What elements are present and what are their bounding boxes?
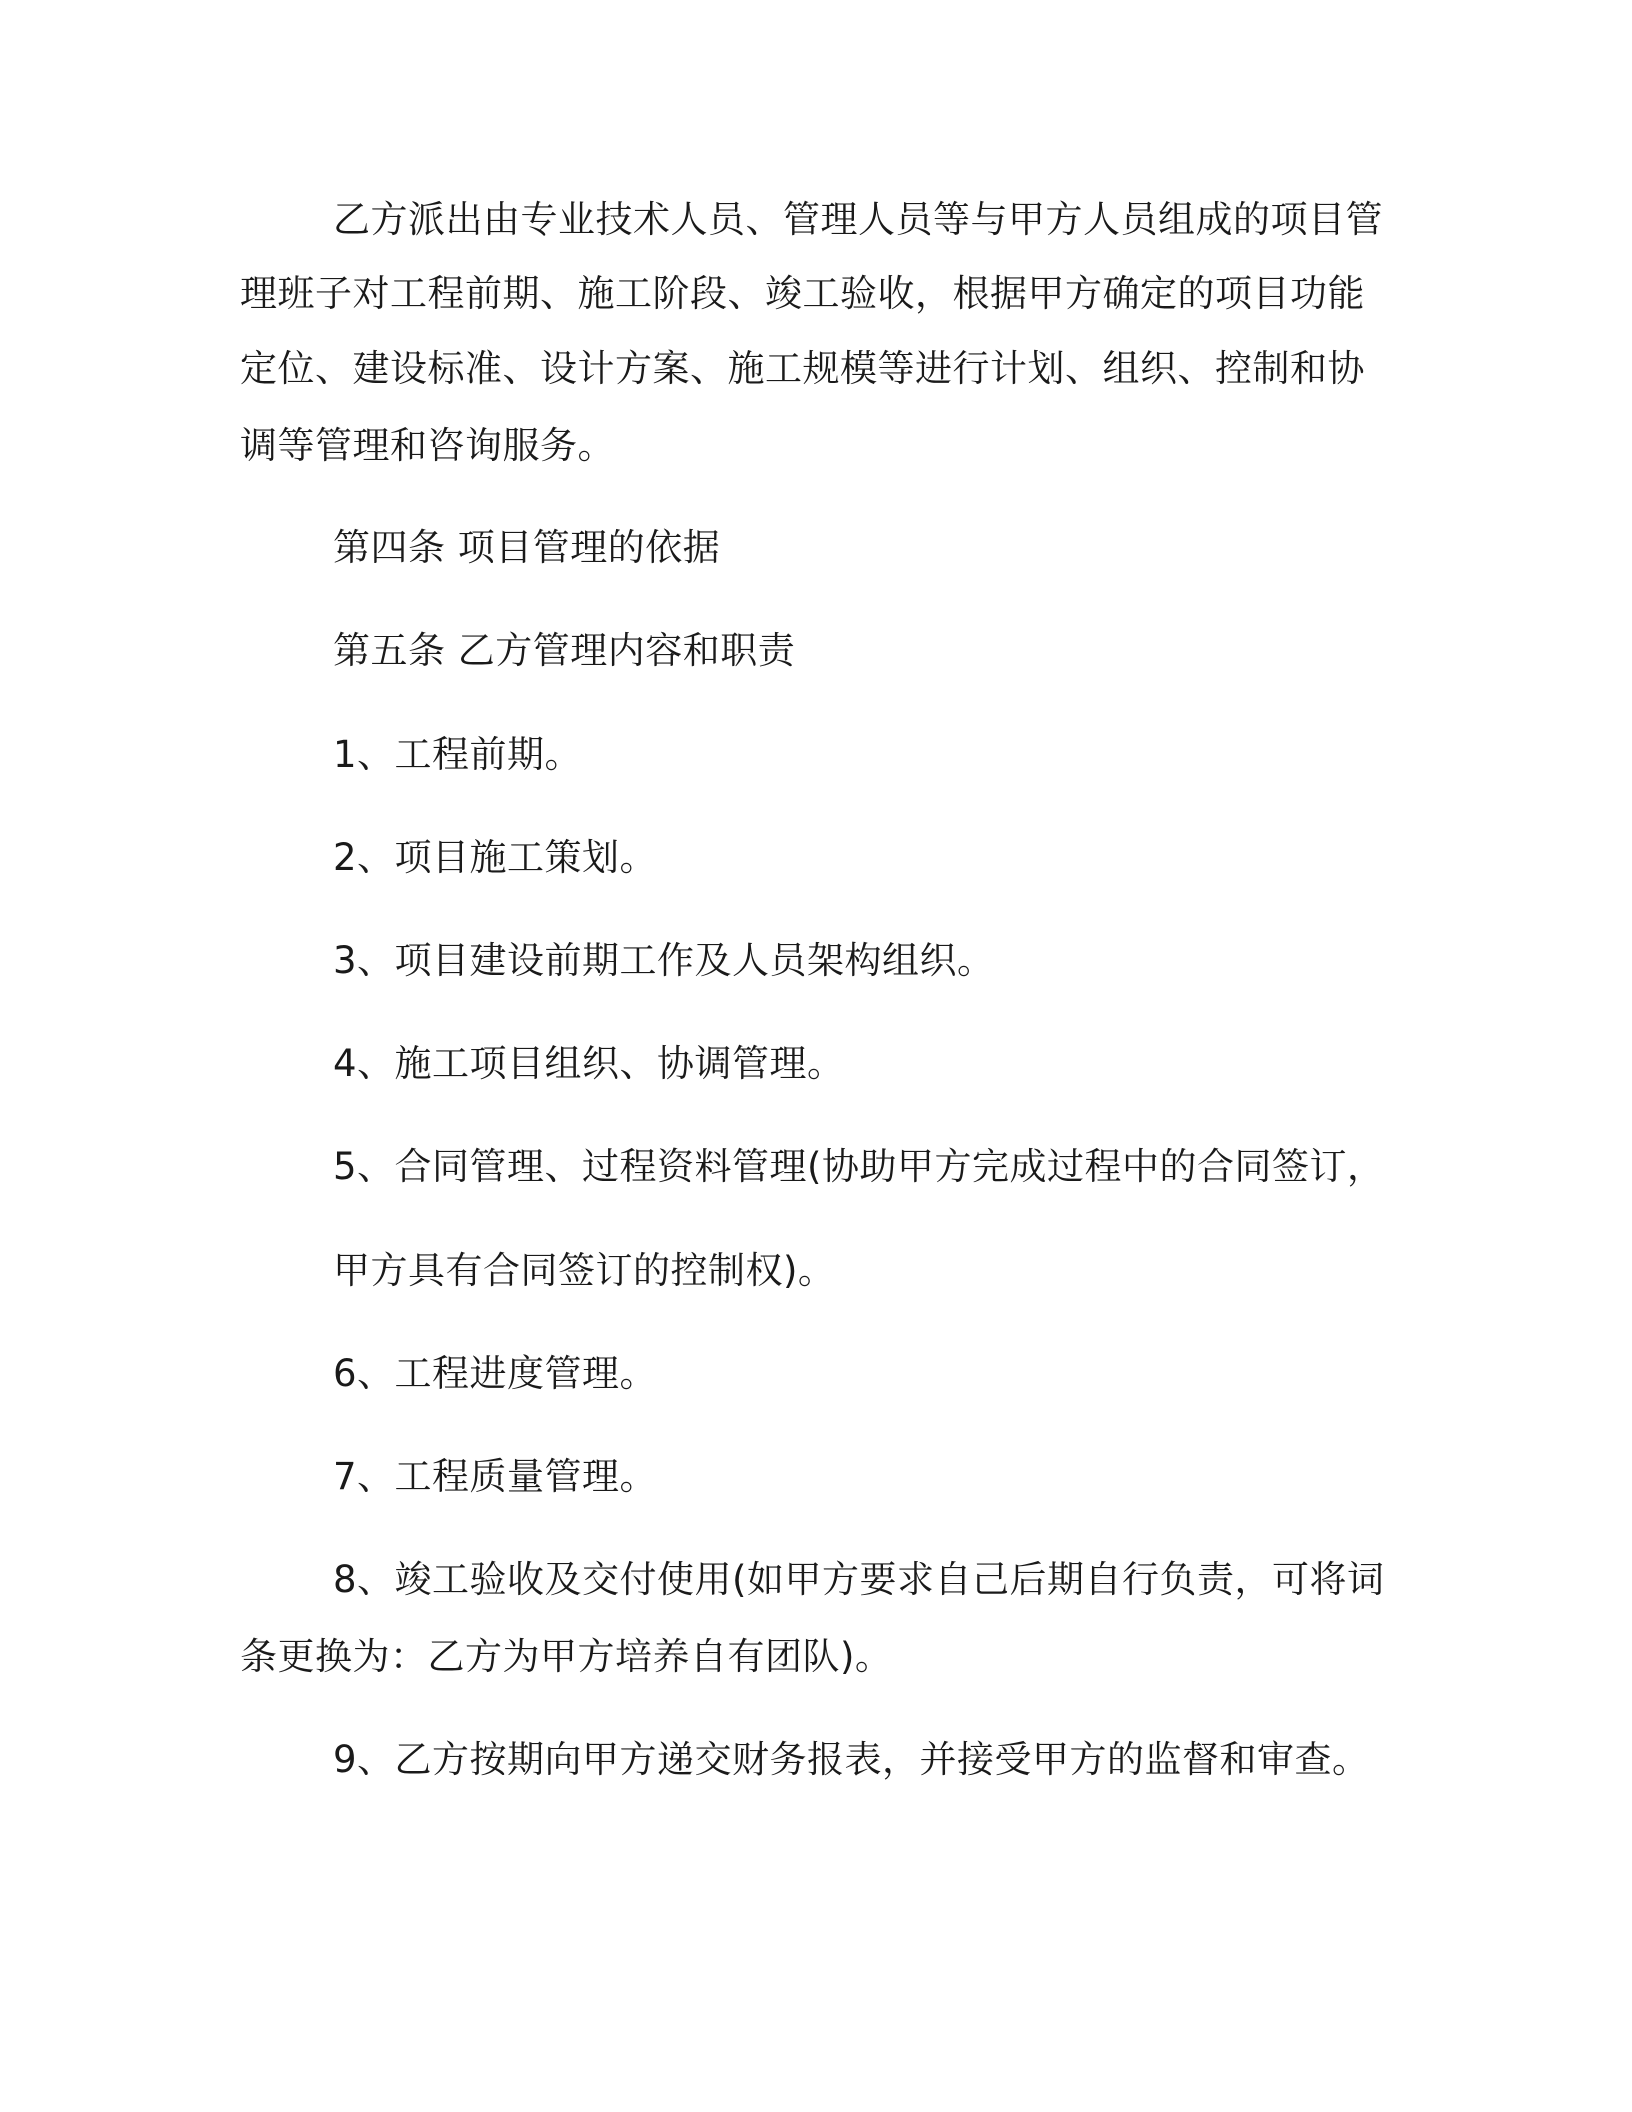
- list-item-9: 9、乙方按期向甲方递交财务报表，并接受甲方的监督和审查。: [333, 1738, 1370, 1781]
- list-item-2: 2、项目施工策划。: [333, 836, 658, 879]
- article-4-heading: 第四条 项目管理的依据: [333, 526, 721, 569]
- list-item-8-line-1: 8、竣工验收及交付使用(如甲方要求自己后期自行负责，可将词: [333, 1558, 1385, 1601]
- list-item-3: 3、项目建设前期工作及人员架构组织。: [333, 939, 995, 982]
- intro-paragraph-line-1: 乙方派出由专业技术人员、管理人员等与甲方人员组成的项目管: [333, 198, 1383, 241]
- intro-paragraph-line-4: 调等管理和咨询服务。: [240, 424, 615, 467]
- list-item-7: 7、工程质量管理。: [333, 1455, 658, 1498]
- intro-paragraph-line-3: 定位、建设标准、设计方案、施工规模等进行计划、组织、控制和协: [240, 347, 1365, 390]
- article-5-heading: 第五条 乙方管理内容和职责: [333, 629, 796, 672]
- intro-paragraph-line-2: 理班子对工程前期、施工阶段、竣工验收，根据甲方确定的项目功能: [240, 272, 1365, 315]
- list-item-8-line-2: 条更换为：乙方为甲方培养自有团队)。: [240, 1635, 893, 1678]
- list-item-4: 4、施工项目组织、协调管理。: [333, 1042, 845, 1085]
- list-item-1: 1、工程前期。: [333, 733, 583, 776]
- list-item-5-line-1: 5、合同管理、过程资料管理(协助甲方完成过程中的合同签订，: [333, 1145, 1385, 1188]
- list-item-5-line-2: 甲方具有合同签订的控制权)。: [333, 1249, 836, 1292]
- list-item-6: 6、工程进度管理。: [333, 1352, 658, 1395]
